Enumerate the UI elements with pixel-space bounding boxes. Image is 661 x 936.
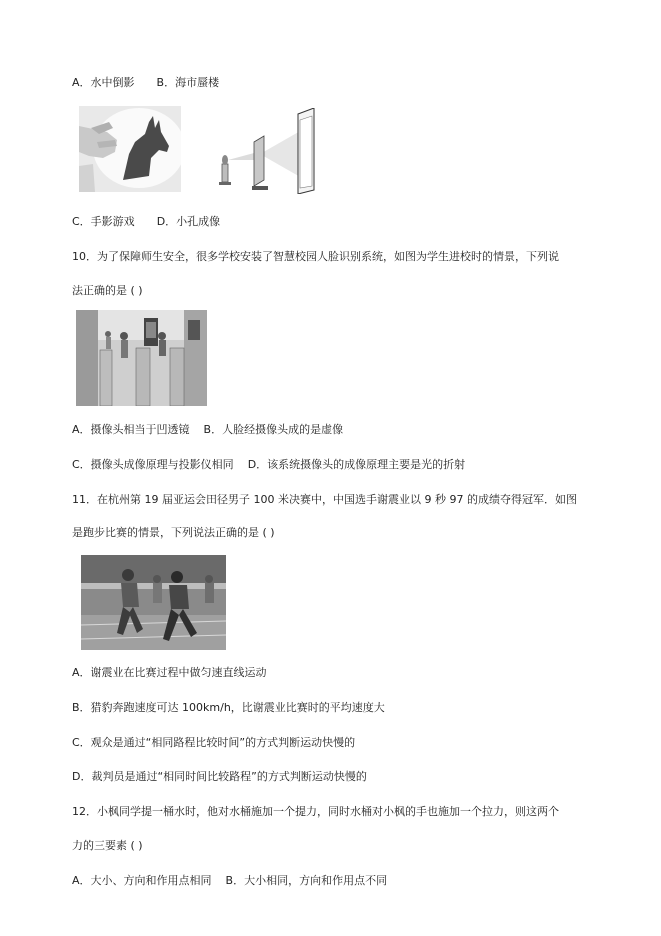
q11-option-b: B．猎豹奔跑速度可达 100km/h，比谢震业比赛时的平均速度大 [72, 701, 385, 714]
q12-stem-line-2: 力的三要素 ( ) [72, 839, 143, 852]
q10-stem-line-2: 法正确的是 ( ) [72, 284, 143, 297]
q9-option-d: D．小孔成像 [156, 215, 221, 228]
face-recognition-gate-photo [76, 310, 207, 406]
hand-shadow-image [79, 106, 181, 192]
q9-options-row-2 [72, 215, 220, 229]
q12-options-row-1 [72, 874, 387, 888]
q10-stem-line-1: 10．为了保障师生安全，很多学校安装了智慧校园人脸识别系统，如图为学生进校时的情景，下列说 [72, 250, 559, 263]
q12-stem-line-1: 12．小枫同学提一桶水时，他对水桶施加一个提力，同时水桶对小枫的手也施加一个拉力，则这两个 [72, 805, 559, 818]
q10-option-c: C．摄像头成像原理与投影仪相同 [72, 458, 234, 471]
q11-option-a: A．谢震业在比赛过程中做匀速直线运动 [72, 666, 267, 679]
sprint-race-photo [81, 555, 226, 650]
q9-option-b: B．海市蜃楼 [156, 76, 220, 89]
q12-option-a: A．大小、方向和作用点相同 [72, 874, 212, 887]
q10-options-row-1 [72, 423, 343, 437]
q9-option-a: A．水中倒影 [72, 76, 135, 89]
q9-options-row-1 [72, 76, 219, 90]
q11-option-c: C．观众是通过“相同路程比较时间”的方式判断运动快慢的 [72, 736, 356, 749]
q10-option-b: B．人脸经摄像头成的是虚像 [203, 423, 344, 436]
q11-stem-line-2: 是跑步比赛的情景，下列说法正确的是 ( ) [72, 526, 275, 539]
q11-stem-line-1: 11．在杭州第 19 届亚运会田径男子 100 米决赛中，中国选手谢震业以 9 秒 97 的成绩夺得冠军．如图 [72, 493, 577, 506]
q10-option-d: D．该系统摄像头的成像原理主要是光的折射 [247, 458, 466, 471]
q12-option-b: B．大小相同，方向和作用点不同 [225, 874, 388, 887]
q10-options-row-2 [72, 458, 465, 472]
q10-option-a: A．摄像头相当于凹透镜 [72, 423, 190, 436]
pinhole-imaging-image [214, 108, 318, 194]
q11-option-d: D．裁判员是通过“相同时间比较路程”的方式判断运动快慢的 [72, 770, 367, 783]
q9-option-c: C．手影游戏 [72, 215, 135, 228]
